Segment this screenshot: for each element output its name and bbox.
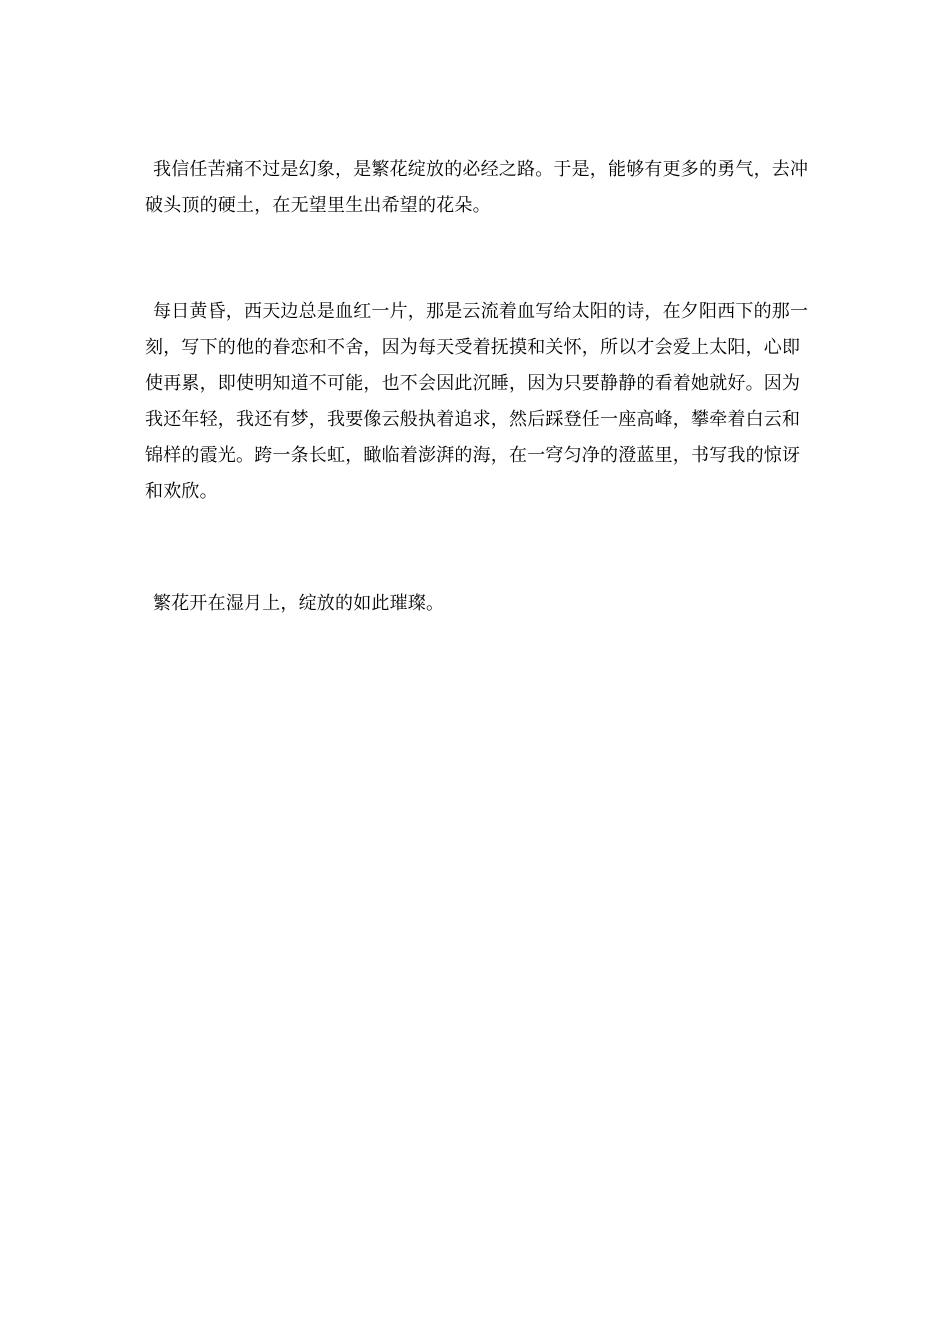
- paragraph-2: 每日黄昏，西天边总是血红一片，那是云流着血写给太阳的诗，在夕阳西下的那一刻，写下的他的眷恋和不舍，因为每天受着抚摸和关怀，所以才会爱上太阳，心即使再累，即使明知道不可能，也不会因此沉睡，因为只要静静的看着她就好。因为我还年轻，我还有梦，我要像云般执着追求，然后踩登任一座高峰，攀牵着白云和锦样的霞光。跨一条长虹，瞰临着澎湃的海，在一穹匀净的澄蓝里，书写我的惊讶和欢欣。: [145, 301, 809, 502]
- paragraph-3: 繁花开在湿月上，绽放的如此璀璨。: [153, 593, 445, 614]
- paragraph-1: 我信任苦痛不过是幻象，是繁花绽放的必经之路。于是，能够有更多的勇气，去冲破头顶的硬土，在无望里生出希望的花朵。: [145, 159, 809, 216]
